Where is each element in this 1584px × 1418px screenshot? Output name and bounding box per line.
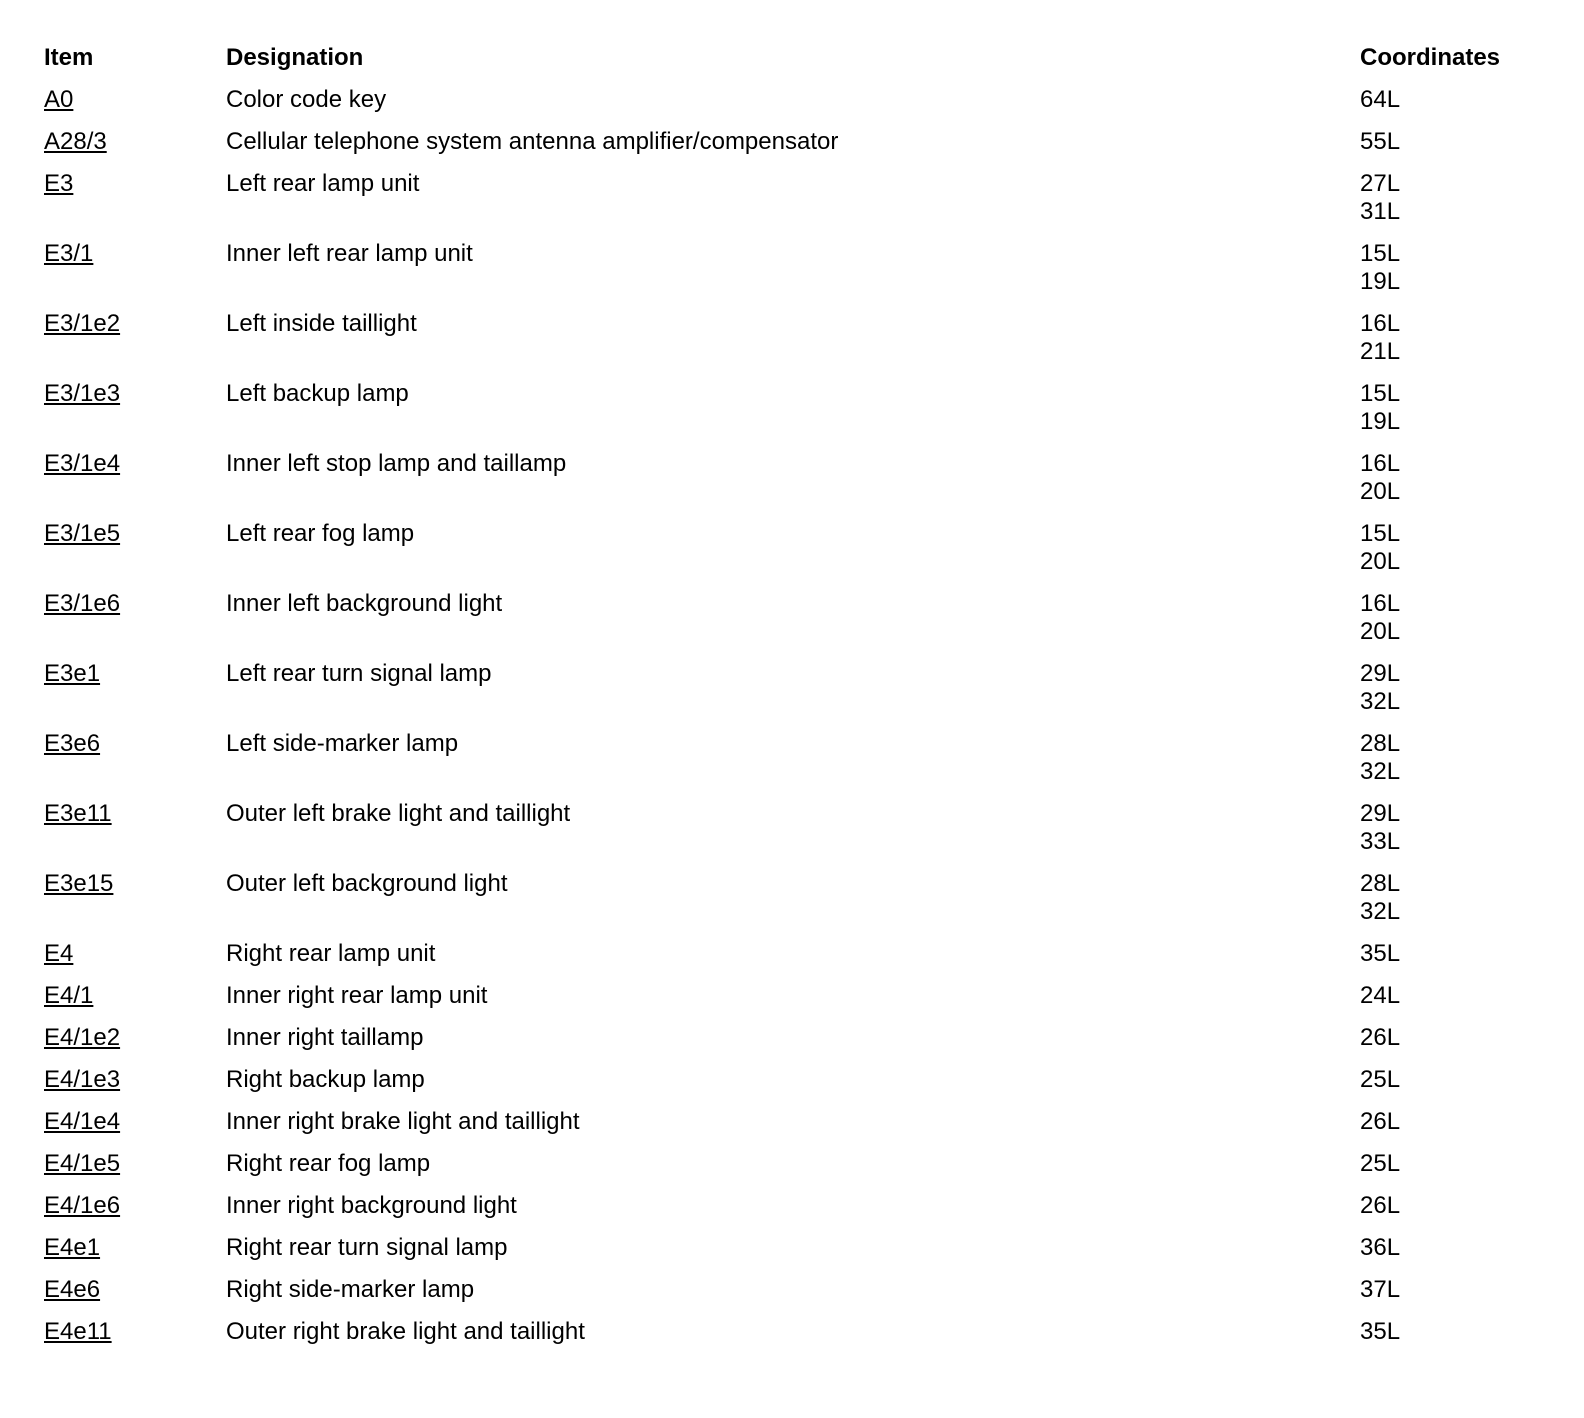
coordinates-cell: [1360, 1318, 1544, 1346]
item-cell: [44, 170, 226, 198]
coordinates-cell: [1360, 1108, 1544, 1136]
item-cell: [44, 1192, 226, 1220]
table-row: [44, 1024, 1544, 1066]
coordinates-cell: [1360, 590, 1544, 646]
table-row: [44, 128, 1544, 170]
coordinate-value: 15L: [1360, 380, 1401, 407]
item-link[interactable]: E3/1e4: [44, 450, 121, 477]
designation-cell: Inner right rear lamp unit: [226, 982, 488, 1009]
designation-cell: Outer left brake light and taillight: [226, 800, 571, 827]
table-row: [44, 730, 1544, 800]
coordinate-value: 33L: [1360, 828, 1401, 855]
coordinates-cell: [1360, 240, 1544, 296]
coordinates-cell: [1360, 660, 1544, 716]
legend-table: [44, 44, 1544, 1360]
coordinates-cell: [1360, 170, 1544, 226]
item-cell: [44, 1276, 226, 1304]
table-row: [44, 800, 1544, 870]
table-row: [44, 1066, 1544, 1108]
designation-cell: Right side-marker lamp: [226, 1276, 475, 1303]
coordinate-value: 28L: [1360, 730, 1401, 757]
coordinate-value: 64L: [1360, 86, 1401, 113]
coordinate-value: 20L: [1360, 478, 1401, 505]
designation-cell: Left inside taillight: [226, 310, 417, 337]
coordinates-cell: [1360, 450, 1544, 506]
coordinate-value: 26L: [1360, 1024, 1401, 1051]
coordinates-cell: [1360, 1192, 1544, 1220]
item-cell: [44, 240, 226, 268]
item-link[interactable]: E4/1e2: [44, 1024, 121, 1051]
table-row: [44, 940, 1544, 982]
coordinates-cell: [1360, 800, 1544, 856]
item-cell: [44, 86, 226, 114]
coordinate-value: 24L: [1360, 982, 1401, 1009]
item-link[interactable]: E3/1e6: [44, 590, 121, 617]
designation-cell: Right rear lamp unit: [226, 940, 436, 967]
designation-cell: Left rear fog lamp: [226, 520, 415, 547]
item-cell: [44, 380, 226, 408]
table-row: [44, 380, 1544, 450]
table-row: [44, 590, 1544, 660]
coordinates-cell: [1360, 1024, 1544, 1052]
coordinates-cell: [1360, 128, 1544, 156]
item-cell: [44, 520, 226, 548]
coordinates-cell: [1360, 520, 1544, 576]
table-row: [44, 1192, 1544, 1234]
item-link[interactable]: E3: [44, 170, 74, 197]
coordinates-cell: [1360, 310, 1544, 366]
table-header-row: [44, 44, 1544, 86]
item-cell: [44, 1066, 226, 1094]
table-row: [44, 1108, 1544, 1150]
item-link[interactable]: E4e6: [44, 1276, 101, 1303]
coordinates-cell: [1360, 1234, 1544, 1262]
coordinate-value: 19L: [1360, 268, 1401, 295]
item-link[interactable]: E3e6: [44, 730, 101, 757]
item-link[interactable]: E3/1e5: [44, 520, 121, 547]
designation-cell: Cellular telephone system antenna amplifier/compensator: [226, 128, 839, 155]
coordinate-value: 35L: [1360, 940, 1401, 967]
coordinate-value: 32L: [1360, 758, 1401, 785]
coordinate-value: 26L: [1360, 1108, 1401, 1135]
item-link[interactable]: A28/3: [44, 128, 107, 155]
coordinate-value: 37L: [1360, 1276, 1401, 1303]
item-link[interactable]: E3e1: [44, 660, 101, 687]
table-row: [44, 870, 1544, 940]
coordinate-value: 55L: [1360, 128, 1401, 155]
coordinate-value: 27L: [1360, 170, 1401, 197]
table-row: [44, 520, 1544, 590]
table-body: [44, 86, 1544, 1360]
coordinates-cell: [1360, 86, 1544, 114]
table-row: [44, 310, 1544, 380]
table-row: [44, 86, 1544, 128]
item-link[interactable]: E4e1: [44, 1234, 101, 1261]
coordinate-value: 29L: [1360, 800, 1401, 827]
table-row: [44, 982, 1544, 1024]
designation-cell: Right rear turn signal lamp: [226, 1234, 508, 1261]
designation-cell: Inner right brake light and taillight: [226, 1108, 580, 1135]
coordinate-value: 32L: [1360, 898, 1401, 925]
item-cell: [44, 982, 226, 1010]
designation-cell: Inner left background light: [226, 590, 503, 617]
coordinate-value: 16L: [1360, 450, 1401, 477]
designation-cell: Left rear turn signal lamp: [226, 660, 492, 687]
coordinate-value: 20L: [1360, 618, 1401, 645]
coordinates-cell: [1360, 940, 1544, 968]
coordinate-value: 29L: [1360, 660, 1401, 687]
coordinate-value: 35L: [1360, 1318, 1401, 1345]
coordinates-cell: [1360, 1150, 1544, 1178]
item-link[interactable]: E3/1e2: [44, 310, 121, 337]
item-link[interactable]: E3e11: [44, 800, 112, 827]
item-cell: [44, 660, 226, 688]
designation-cell: Inner right taillamp: [226, 1024, 424, 1051]
item-cell: [44, 940, 226, 968]
designation-cell: Outer left background light: [226, 870, 508, 897]
item-cell: [44, 1234, 226, 1262]
designation-column-header: Designation: [226, 44, 364, 71]
table-row: [44, 1150, 1544, 1192]
coordinate-value: 36L: [1360, 1234, 1401, 1261]
table-row: [44, 450, 1544, 520]
item-cell: [44, 870, 226, 898]
item-cell: [44, 730, 226, 758]
designation-cell: Inner left rear lamp unit: [226, 240, 473, 267]
coordinate-value: 16L: [1360, 590, 1401, 617]
designation-cell: Left rear lamp unit: [226, 170, 420, 197]
item-link[interactable]: E4/1e4: [44, 1108, 121, 1135]
coordinate-value: 20L: [1360, 548, 1401, 575]
item-link[interactable]: E4e11: [44, 1318, 112, 1345]
item-link[interactable]: E3e15: [44, 870, 114, 897]
item-cell: [44, 800, 226, 828]
item-link[interactable]: E4/1e6: [44, 1192, 121, 1219]
coordinates-cell: [1360, 1276, 1544, 1304]
coordinates-cell: [1360, 380, 1544, 436]
item-cell: [44, 450, 226, 478]
designation-cell: Right backup lamp: [226, 1066, 425, 1093]
coordinates-cell: [1360, 870, 1544, 926]
coordinate-value: 31L: [1360, 198, 1401, 225]
coordinate-value: 21L: [1360, 338, 1401, 365]
coordinate-value: 16L: [1360, 310, 1401, 337]
coordinate-value: 15L: [1360, 520, 1401, 547]
table-row: [44, 1276, 1544, 1318]
coordinates-column-header: Coordinates: [1360, 44, 1501, 71]
designation-cell: Color code key: [226, 86, 387, 113]
coordinates-cell: [1360, 982, 1544, 1010]
coordinates-cell: [1360, 730, 1544, 786]
item-link[interactable]: E4/1e3: [44, 1066, 121, 1093]
table-row: [44, 1234, 1544, 1276]
item-link[interactable]: E4/1e5: [44, 1150, 121, 1177]
designation-cell: Left backup lamp: [226, 380, 409, 407]
item-link[interactable]: E4: [44, 940, 74, 967]
coordinate-value: 25L: [1360, 1150, 1401, 1177]
coordinate-value: 26L: [1360, 1192, 1401, 1219]
coordinate-value: 28L: [1360, 870, 1401, 897]
item-cell: [44, 1318, 226, 1346]
designation-cell: Inner left stop lamp and taillamp: [226, 450, 567, 477]
item-link[interactable]: E3/1e3: [44, 380, 121, 407]
coordinates-cell: [1360, 1066, 1544, 1094]
item-link[interactable]: E4/1: [44, 982, 94, 1009]
coordinate-value: 15L: [1360, 240, 1401, 267]
designation-cell: Right rear fog lamp: [226, 1150, 431, 1177]
table-row: [44, 240, 1544, 310]
table-row: [44, 660, 1544, 730]
coordinate-value: 19L: [1360, 408, 1401, 435]
item-cell: [44, 1150, 226, 1178]
coordinate-value: 32L: [1360, 688, 1401, 715]
item-cell: [44, 590, 226, 618]
item-cell: [44, 1108, 226, 1136]
item-cell: [44, 310, 226, 338]
item-column-header: Item: [44, 44, 94, 71]
item-link[interactable]: E3/1: [44, 240, 94, 267]
item-cell: [44, 1024, 226, 1052]
table-row: [44, 170, 1544, 240]
table-row: [44, 1318, 1544, 1360]
designation-cell: Inner right background light: [226, 1192, 517, 1219]
designation-cell: Left side-marker lamp: [226, 730, 459, 757]
coordinate-value: 25L: [1360, 1066, 1401, 1093]
item-cell: [44, 128, 226, 156]
item-link[interactable]: A0: [44, 86, 74, 113]
designation-cell: Outer right brake light and taillight: [226, 1318, 585, 1345]
